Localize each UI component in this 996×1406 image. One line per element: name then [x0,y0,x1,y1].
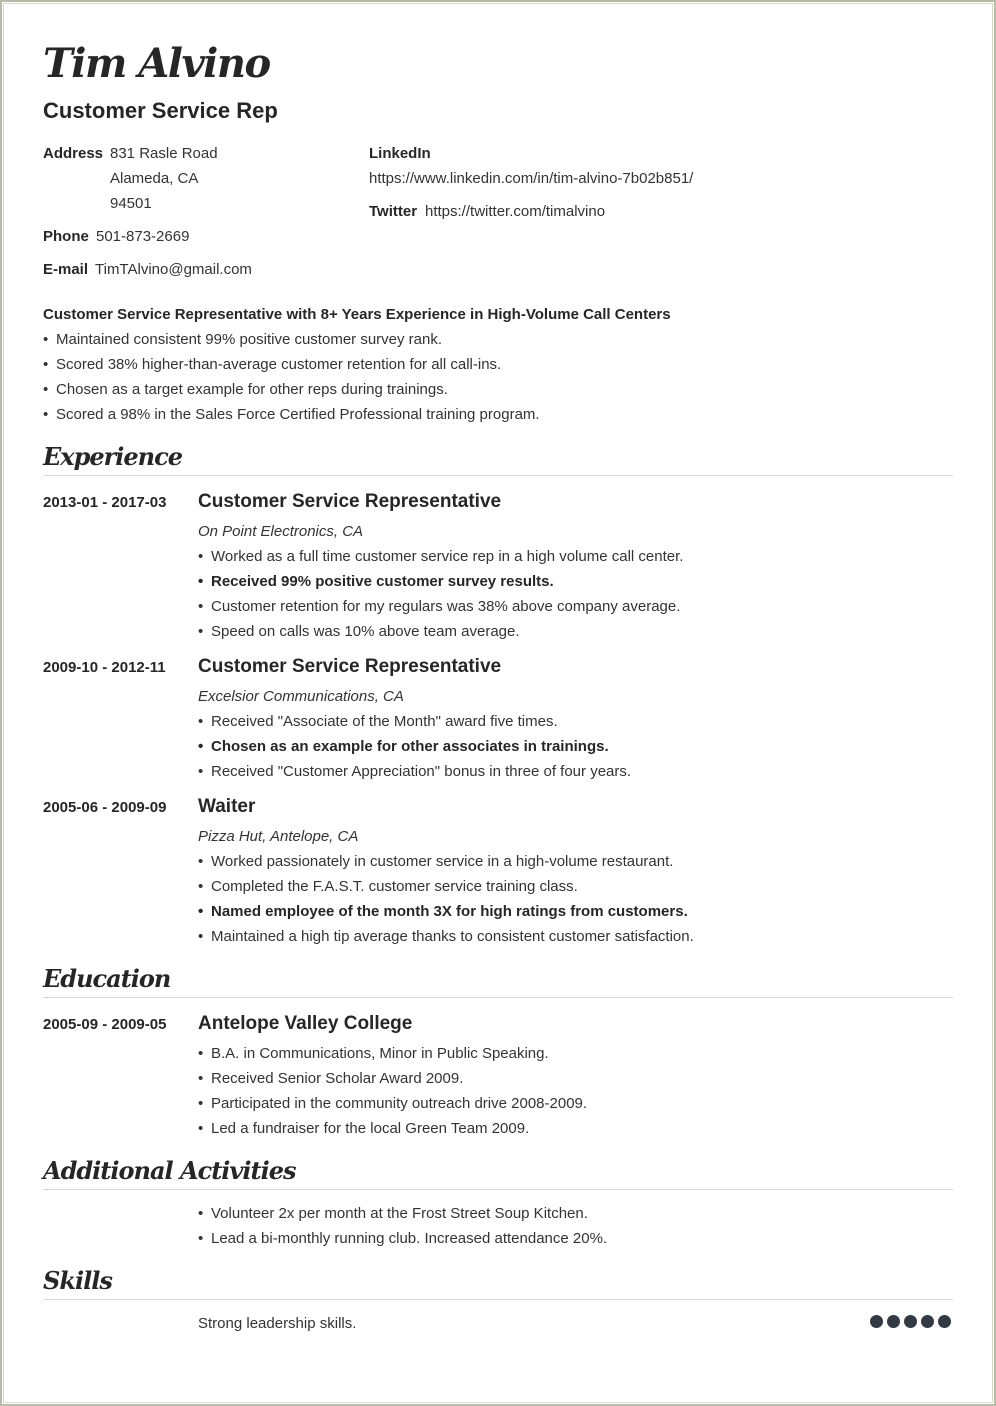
job-bullet: • Received "Customer Appreciation" bonus in three of four years. [198,763,632,780]
education-bullet: • Led a fundraiser for the local Green Team 2009. [198,1120,530,1137]
address-line-2: Alameda, CA [110,170,199,187]
activity-bullet: • Volunteer 2x per month at the Frost Street Soup Kitchen. [198,1205,588,1222]
rating-dot [921,1315,934,1328]
skill-rating [870,1315,951,1328]
job-bullet: • Speed on calls was 10% above team average. [198,623,520,640]
job-role: Customer Service Representative [198,491,502,512]
section-divider [43,1299,953,1300]
summary-heading: Customer Service Representative with 8+ Years Experience in High-Volume Call Centers [43,306,671,323]
job-org: On Point Electronics, CA [198,523,364,540]
activity-bullet: • Lead a bi-monthly running club. Increased attendance 20%. [198,1230,608,1247]
candidate-title: Customer Service Rep [43,98,278,123]
section-divider [43,997,953,998]
email-value[interactable]: TimTAlvino@gmail.com [95,261,252,278]
candidate-name: Tim Alvino [43,40,270,87]
twitter-label: Twitter [369,203,418,220]
education-bullet: • Received Senior Scholar Award 2009. [198,1070,464,1087]
skill-label: Strong leadership skills. [198,1315,357,1332]
job-bullet: • Completed the F.A.S.T. customer service training class. [198,878,578,895]
job-bullet: • Worked passionately in customer service in a high-volume restaurant. [198,853,674,870]
job-org: Pizza Hut, Antelope, CA [198,828,359,845]
phone-label: Phone [43,228,89,245]
job-role: Customer Service Representative [198,656,502,677]
email-label: E-mail [43,261,89,278]
education-bullet: • B.A. in Communications, Minor in Public Speaking. [198,1045,549,1062]
job-bullet: • Named employee of the month 3X for high ratings from customers. [198,903,688,920]
linkedin-link[interactable]: https://www.linkedin.com/in/tim-alvino-7b02b851/ [369,170,694,187]
summary-bullet: • Maintained consistent 99% positive customer survey rank. [43,331,443,348]
summary-bullet: • Chosen as a target example for other reps during trainings. [43,381,448,398]
summary-bullet: • Scored a 98% in the Sales Force Certified Professional training program. [43,406,540,423]
twitter-link[interactable]: https://twitter.com/timalvino [425,203,606,220]
summary-bullet: • Scored 38% higher-than-average customer retention for all call-ins. [43,356,502,373]
job-org: Excelsior Communications, CA [198,688,404,705]
job-bullet: • Received 99% positive customer survey results. [198,573,554,590]
section-divider [43,475,953,476]
rating-dot [938,1315,951,1328]
activities-heading: Additional Activities [43,1156,296,1185]
education-heading: Education [43,964,171,993]
address-line-3: 94501 [110,195,152,212]
job-bullet: • Worked as a full time customer service rep in a high volume call center. [198,548,684,565]
education-school: Antelope Valley College [198,1013,413,1034]
address-label: Address [43,145,104,162]
skills-heading: Skills [43,1266,112,1295]
job-bullet: • Chosen as an example for other associates in trainings. [198,738,609,755]
job-role: Waiter [198,796,256,817]
section-divider [43,1189,953,1190]
job-bullet: • Received "Associate of the Month" award five times. [198,713,558,730]
education-dates: 2005-09 - 2009-05 [43,1016,167,1033]
rating-dot [904,1315,917,1328]
linkedin-label: LinkedIn [369,145,431,162]
rating-dot [870,1315,883,1328]
job-dates: 2005-06 - 2009-09 [43,799,167,816]
education-bullet: • Participated in the community outreach drive 2008-2009. [198,1095,588,1112]
job-bullet: • Maintained a high tip average thanks to consistent customer satisfaction. [198,928,694,945]
job-dates: 2013-01 - 2017-03 [43,494,167,511]
experience-heading: Experience [43,442,183,471]
phone-value: 501-873-2669 [96,228,190,245]
job-bullet: • Customer retention for my regulars was 38% above company average. [198,598,681,615]
job-dates: 2009-10 - 2012-11 [43,659,166,676]
rating-dot [887,1315,900,1328]
address-line-1: 831 Rasle Road [110,145,218,162]
